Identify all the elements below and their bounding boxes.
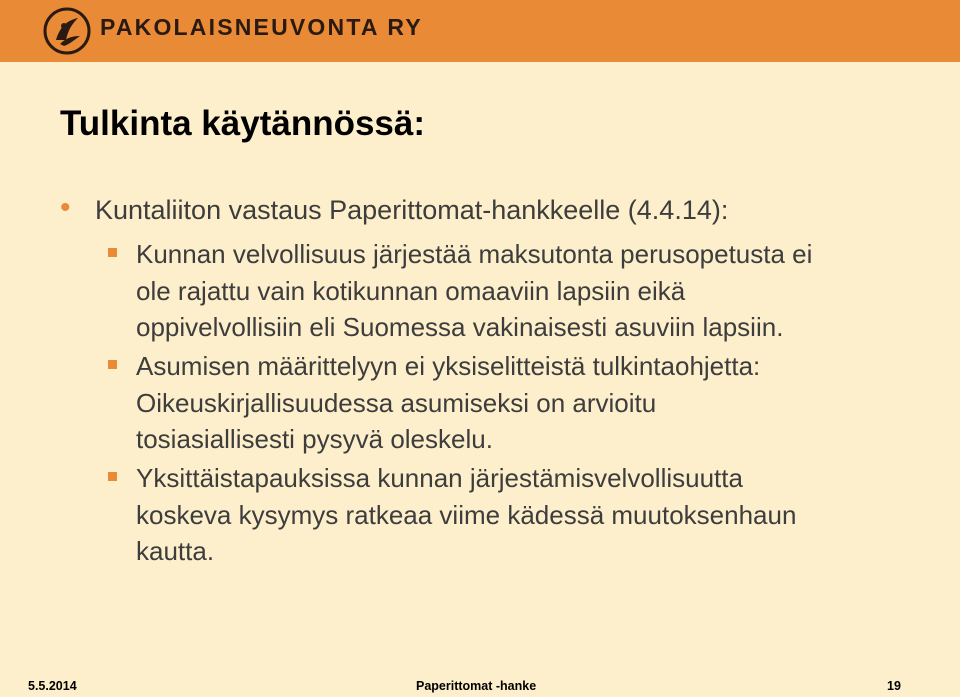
- square-bullet-icon: [108, 472, 117, 481]
- sub-bullet-line: oppivelvollisiin eli Suomessa vakinaisesti asuviin lapsiin.: [136, 312, 784, 342]
- main-bullet-text: Kuntaliiton vastaus Paperittomat-hankkeelle (4.4.14):: [95, 195, 729, 225]
- sub-bullet-1: [108, 236, 908, 346]
- footer-date: 5.5.2014: [28, 679, 77, 693]
- sub-bullet-line: koskeva kysymys ratkeaa viime kädessä muutoksenhaun: [136, 499, 797, 530]
- sub-bullet-line: tosiasiallisesti pysyvä oleskelu.: [136, 424, 493, 454]
- sub-bullet-text: [136, 348, 908, 458]
- footer-project: Paperittomat -hanke: [416, 679, 537, 693]
- sub-bullet-3: [108, 460, 908, 570]
- square-bullet-icon: [108, 248, 117, 257]
- sub-bullet-2: [108, 348, 908, 458]
- sub-bullet-line: Oikeuskirjallisuudessa asumiseksi on arvioitu: [136, 387, 657, 418]
- slide-title: Tulkinta käytännössä:: [60, 104, 426, 143]
- sub-bullet-line: Yksittäistapauksissa kunnan järjestämisvelvollisuutta: [136, 463, 743, 493]
- header-bar: [0, 0, 960, 62]
- sub-bullet-line: kautta.: [136, 536, 215, 566]
- org-name: PAKOLAISNEUVONTA RY: [100, 14, 423, 40]
- sub-bullet-line: ole rajattu vain kotikunnan omaaviin lapsiin eikä: [136, 275, 686, 306]
- sub-bullet-text: [136, 460, 908, 570]
- sub-bullet-text: [136, 236, 908, 346]
- bullet-dot-icon: •: [60, 191, 71, 224]
- square-bullet-icon: [108, 360, 117, 369]
- sub-bullet-line: Asumisen määrittelyyn ei yksiselitteistä tulkintaohjetta:: [136, 351, 761, 381]
- footer-page-number: 19: [887, 679, 901, 693]
- sub-bullet-line: Kunnan velvollisuus järjestää maksutonta perusopetusta ei: [136, 239, 813, 269]
- pakolaisneuvonta-logo-icon: [42, 6, 92, 56]
